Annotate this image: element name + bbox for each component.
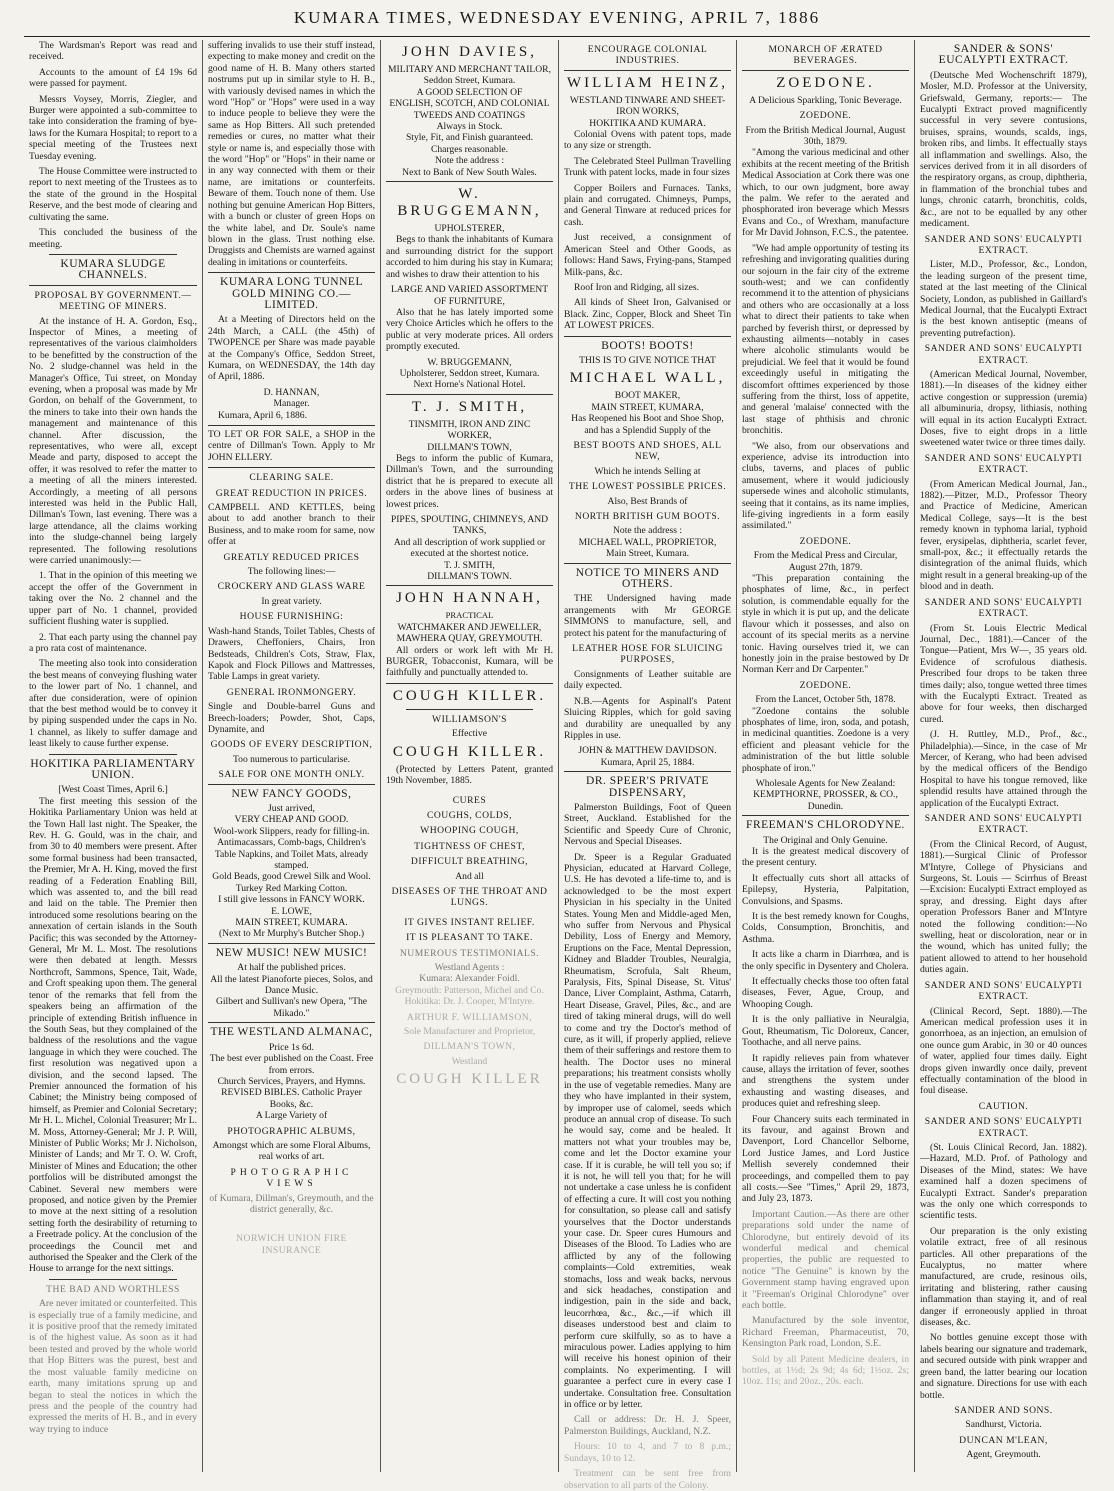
- ad-heading: GREAT REDUCTION IN PRICES.: [215, 487, 368, 499]
- ad-line: Effective: [452, 728, 487, 740]
- address: MAIN STREET, KUMARA,: [591, 401, 704, 413]
- ad-heading: SANDER AND SONS' EUCALYPTI EXTRACT.: [924, 1116, 1083, 1139]
- ad-heading: GREATLY REDUCED PRICES: [223, 551, 360, 563]
- divider: [208, 1022, 375, 1023]
- divider: [742, 815, 909, 816]
- ad-line: Always in Stock.: [436, 121, 503, 133]
- ad-heading: IT GIVES INSTANT RELIEF.: [404, 916, 535, 928]
- ad-heading: THE LOWEST POSSIBLE PRICES.: [568, 481, 727, 493]
- ad-line: Too numerous to particularise.: [232, 753, 351, 765]
- paragraph: The meeting also took into consideration the best means of conveying flushing water to the lower part of No. 1 channel, and after due consideration, were of opinion that the best method would be to convey it by piping suspended under the caps in No. 1 channel, as likely to suffer damage and least likely to cause further expense.: [29, 658, 197, 750]
- paragraph: Accounts to the amount of £4 19s 6d were passed for payment.: [29, 66, 197, 90]
- ad-heading: MICHAEL WALL,: [569, 370, 726, 387]
- paragraph: At a Meeting of Directors held on the 24th March, a CALL (the 45th) of TWOPENCE per Share was made payable at the Company's Office, Seddon Street, Kumara, on WEDNESDAY, the 14th day of April, 1886.: [208, 314, 375, 383]
- paragraph: "Zoedone contains the soluble phosphates of lime, iron, soda, and potash, in medicinal quantities. Zoedone is a very efficient and pleasant vehicle for the administration of the but little soluble phosphate of iron.": [742, 705, 909, 774]
- ad-heading: ZOEDONE.: [799, 110, 852, 122]
- article-heading: THE BAD AND WORTHLESS: [46, 1283, 180, 1295]
- article-subheading: PROPOSAL BY GOVERNMENT.— MEETING OF MINERS.: [34, 289, 192, 313]
- ad-line: Wholesale Agents for New Zealand:: [755, 777, 896, 789]
- paragraph: It effectually cuts short all attacks of Epilepsy, Hysteria, Palpitation, Convulsions, and Spasms.: [742, 872, 909, 907]
- divider: [386, 181, 553, 182]
- divider: [742, 70, 909, 71]
- ad-heading: SANDER AND SONS' EUCALYPTI EXTRACT.: [924, 343, 1083, 366]
- ad-title: W. BRUGGEMANN,: [397, 186, 542, 220]
- ad-heading: PHOTOGRAPHIC ALBUMS,: [227, 1125, 356, 1137]
- paragraph: Sold by all Patent Medicine dealers, in bottles, at 1½d; 2s 9d; 4s 6d; 1½oz. 2s; 10oz. 11s; and 20oz., 20s. each.: [742, 1353, 909, 1388]
- ad-heading: ARTHUR F. WILLIAMSON,: [406, 1011, 533, 1023]
- paragraph: It acts like a charm in Diarrhœa, and is the only specific in Dysentery and Cholera.: [742, 949, 909, 972]
- ad-heading: ZOEDONE.: [799, 679, 852, 691]
- paragraph: It is the only palliative in Neuralgia, Gout, Rheumatism, Tic Doloreux, Cancer, Toothache, and all nerve pains.: [742, 1014, 909, 1049]
- ad-heading: COUGH KILLER: [396, 1071, 543, 1088]
- signature: JOHN & MATTHEW DAVIDSON.: [578, 745, 717, 757]
- paragraph: Wash-hand Stands, Toilet Tables, Chests of Drawers, Cheffoniers, Chairs, Iron Bedsteads, Children's Cots, Straw, Flax, Kapok and Flock Pillows and Mattresses, Table Lamps in great variety.: [208, 625, 375, 683]
- ad-line: Gold Beads, good Crewel Silk and Wool. Turkey Red Marking Cotton.: [212, 871, 371, 894]
- paragraph: 1. That in the opinion of this meeting we accept the offer of the Government in taking over the No. 2 channel and the upper part of No. 1 channel, provided sufficient flushing water is supplied.: [29, 570, 197, 628]
- paragraph: Begs to inform the public of Kumara, Dillman's Town, and the surrounding district that he is prepared to execute all orders in the above lines of business at lowest prices.: [386, 452, 553, 510]
- ad-title: JOHN HANNAH,: [396, 590, 543, 607]
- ad-line: At half the published prices.: [237, 962, 346, 974]
- paragraph: It effectually checks those too often fatal diseases, Fever, Ague, Croup, and Whooping Cough.: [742, 976, 909, 1010]
- divider: [386, 683, 553, 684]
- paragraph: (American Medical Journal, November, 1881).—In diseases of the kidney either active congestion or suppression (uremia) all albuminuria, dropsy, lithiasis, nothing will equal in its action Eucalypti Extract. Doses, five to eight drops in a little sweetened water twice or three times daily.: [920, 368, 1087, 449]
- masthead-title: KUMARA TIMES, WEDNESDAY EVENING, APRIL 7, 1886: [293, 8, 821, 27]
- ad-line: UPHOLSTERER,: [434, 223, 505, 235]
- ad-line: Sole Manufacturer and Proprietor,: [403, 1026, 536, 1037]
- ad-line: Price 1s 6d.: [268, 1041, 315, 1053]
- paragraph: All orders or work left with Mr H. BURGER, Tobacconist, Kumara, will be faithfully and punctually attended to.: [386, 644, 553, 679]
- ad-line: From the British Medical Journal, August 30th, 1879.: [745, 124, 906, 148]
- ad-title: WILLIAM HEINZ,: [566, 74, 729, 91]
- ad-line: A Delicious Sparkling, Tonic Beverage.: [749, 94, 902, 106]
- page-columns: [24, 40, 1092, 1491]
- paragraph: All kinds of Sheet Iron, Galvanised or Black. Zinc, Copper, Block and Sheet Tin AT LOWEST PRICES.: [564, 297, 731, 332]
- ad-heading: PHOTOGRAPHIC VIEWS: [230, 1166, 353, 1190]
- address: HOKITIKA AND KUMARA.: [589, 117, 706, 129]
- divider: [564, 563, 731, 564]
- paragraph: No bottles genuine except those with labels bearing our signature and trademark, and secured outside with pink wrapper and green band, the latter bearing our location and signature. Directions for use with each bottle.: [920, 1332, 1087, 1401]
- ad-title: NEW MUSIC! NEW MUSIC!: [215, 946, 368, 959]
- ad-heading: COUGH KILLER.: [392, 743, 547, 760]
- ad-line: Amongst which are some Floral Albums, real works of art.: [212, 1139, 371, 1163]
- paragraph: Single and Double-barrel Guns and Breech-loaders; Powder, Shot, Caps, Dynamite, and: [208, 701, 375, 735]
- paragraph: Important Caution.—As there are other preparations sold under the name of Chlorodyne, but entirely devoid of its wonderful medical and chemical properties, the public are requested to notice "The Genuine" is known by the Government stamp having engraved upon it "Freeman's Original Chlorodyne" over each bottle.: [742, 1208, 909, 1312]
- divider: [564, 771, 731, 772]
- ad-title: BOOTS! BOOTS!: [601, 339, 694, 352]
- divider: [564, 70, 731, 71]
- address: DILLMAN'S TOWN.: [427, 571, 512, 583]
- ad-heading: NUMEROUS TESTIMONIALS.: [399, 947, 540, 959]
- ad-heading: DISEASES OF THE THROAT AND LUNGS.: [391, 885, 548, 909]
- ad-title: T. J. SMITH,: [411, 398, 528, 415]
- address: MAIN STREET, KUMARA.: [235, 917, 348, 929]
- ad-line: The Original and Only Genuine.: [763, 834, 888, 846]
- divider: [208, 425, 375, 426]
- paragraph: Just received, a consignment of American Steel and Other Goods, as follows: Hand Saws, Frying-pans, Stamped Milk-pans, &c.: [564, 232, 731, 278]
- ad-heading: LEATHER HOSE FOR SLUICING PURPOSES,: [572, 643, 723, 666]
- ad-title: COUGH KILLER.: [392, 687, 547, 704]
- ad-line: Westland Agents :: [434, 961, 505, 973]
- paragraph: (From American Medical Journal, Jan., 1882).—Pitzer, M.D., Professor Theory and Practice of Medicine, American Medical College, says—It is the best remedy known in typhoma larial, typhoid fever, erysipelas, diphtheria, scarlet fever, small-pox, &c.; it effectually retards the disintegration of the animal fluids, which might result in a general breaking-up of the blood and in death.: [920, 478, 1087, 593]
- ad-line: WILLIAMSON'S: [432, 713, 507, 725]
- ad-line: LARGE AND VARIED ASSORTMENT OF FURNITURE,: [390, 284, 549, 307]
- ad-line: Has Reopened his Boot and Shoe Shop, and has a Splendid Supply of the: [571, 413, 724, 436]
- signature: KEMPTHORNE, PROSSER, & CO., Dunedin.: [753, 789, 898, 812]
- ad-line: VERY CHEAP AND GOOD.: [234, 814, 349, 826]
- address: Main Street, Kumara.: [605, 548, 690, 560]
- paragraph: "We also, from our observations and experience, advise its introduction into clubs, taverns, and places of public amusement, where it would judiciously supersede wines and alcoholic stimulants, seeing that it contains, as its name implies, life-giving ingredients in a form easily assimilated.": [742, 440, 909, 532]
- signature: W. BRUGGEMANN,: [427, 356, 512, 368]
- paragraph: This concluded the business of the meeting.: [29, 227, 197, 250]
- ad-heading: NORTH BRITISH GUM BOOTS.: [574, 511, 721, 522]
- divider: [386, 394, 553, 395]
- address: Upholsterer, Seddon street, Kumara.: [399, 367, 540, 379]
- address: Next to Bank of New South Wales.: [402, 166, 537, 178]
- ad-line: Charges reasonable.: [430, 143, 509, 155]
- paragraph: The Celebrated Steel Pullman Travelling Trunk with patent locks, made in four sizes: [564, 155, 731, 179]
- divider: [208, 943, 375, 944]
- paragraph: TO LET OR FOR SALE, a SHOP in the centre of Dillman's Town. Apply to Mr JOHN ELLERY.: [208, 429, 375, 463]
- address: Next Horne's National Hotel.: [413, 379, 526, 391]
- paragraph: suffering invalids to use their stuff instead, expecting to make money and credit on the good name of H. B. Many others started nostrums put up in similar style to H. B., with variously devised names in which the word "Hop" or "Hops" were used in a way to induce people to believe they were the same as Hop Bitters. All such pretended remedies or cures, no matter what their style or name is, and especially those with the word "Hop" or "Hops" in their name or in any way connected with them or their name, are imitations or counterfeits. Beware of them. Touch none of them. Use nothing but genuine American Hop Bitters, with a bunch or cluster of green Hops on the white label, and Dr. Soule's name blown in the glass. Trust nothing else. Druggists and Chemists are warned against dealing in imitations or counterfeits.: [208, 40, 375, 268]
- paragraph: Consignments of Leather suitable are daily expected.: [564, 668, 731, 692]
- column-3: [380, 40, 558, 1472]
- paragraph: Dr. Speer is a Regular Graduated Physician, educated at Harvard College, U.S. He has devoted a life-time to, and is acknowledged to be the most expert Physician in his specialty in the United States. Young Men and Middle-aged Men, who suffer from Nervous and Physical Debility, Loss of Energy and Memory, Eruptions on the Face, Mental Depression, Kidney and Bladder Troubles, Neuralgia, Rheumatism, Scrofula, Salt Rheum, Paralysis, Fits, Spinal Disease, St. Vitus' Dance, Liver Complaint, Asthma, Catarrh, Heart Disease, Gravel, Piles, &c., and are tired of taking mineral drugs, will do well to come and try the Doctor's method of cure, as it will, if properly applied, relieve them of their sufferings and restore them to health. The Doctor uses no mineral preparations; his treatment consists wholly in the use of vegetable remedies. Many are they who have implanted in their system, by improper use of calomel, seeds which produce an annual crop of disease. To such he would say, come and be healed. It matters not what your troubles may be, come and let the Doctor examine your case. If it is curable, he will tell you so; if it is not, he will tell you that; for he will not undertake a case unless he is confident of effecting a cure. It will cost you nothing for consultation, so please call and satisfy yourselves that the Doctor understands your case. Dr. Speer cures Humours and Diseases of the Blood. To Ladies who are afflicted by any of the following complaints—Cold extremities, weak stomachs, loss and weak backs, nervous and sick headaches, constipation and indigestion, pain in the side and back, leucorrhœa, &c., &c.,—if which ill diseases understood best and claim to perform cure skilfully, so as to have a miraculous power. Ladies applying to him will receive his honest opinion of their complaints. No experimenting. I will guarantee a perfect cure in every case I undertake. Consultation free. Consultation in office or by letter.: [564, 851, 731, 1411]
- ad-title: DR. SPEER'S PRIVATE DISPENSARY,: [586, 775, 709, 799]
- ad-line: WATCHMAKER AND JEWELLER,: [397, 621, 542, 633]
- paragraph: Messrs Voysey, Morris, Ziegler, and Burger were appointed a sub-committee to take into consideration the framing of bye-laws for the Kumara Hospital; to report to a special meeting of the Trustees next Tuesday evening.: [29, 93, 197, 162]
- ad-line: A Large Variety of: [255, 1110, 328, 1122]
- ad-line: Gilbert and Sullivan's new Opera, "The Mikado.": [215, 996, 368, 1019]
- ad-line: A GOOD SELECTION OF: [416, 86, 523, 98]
- paragraph: Also that he has lately imported some very Choice Articles which he offers to the public at very moderate prices. All orders promptly executed.: [386, 306, 553, 353]
- header-rule: [24, 36, 1090, 37]
- ad-line: Also, Best Brands of: [607, 495, 688, 507]
- paragraph: (Deutsche Med Wochenschrift 1879), Mosler, M.D. Professor at the University, Griefswald, Germany, reports:— The Eucalypti Extract proved magnificently successful in very severe contusions, bruises, sprains, wounds, scalds, ings, broken ribs, and limbs. It effectually stays all inflammation and swellings. Also, the services derived from it in all disorders of the respiratory organs, as croup, diphtheria, in flammation of the bronchial tubes and lungs, chronic catarrh, bronchitis, colds, &c., are not to be equalled by any other medicament.: [920, 69, 1087, 230]
- paragraph: Our preparation is the only existing volatile extract, free of all resinous particles. All other preparations of the Eucalyptus, no matter where manufactured, are crude, resinous oils, irritating and blistering, rather causing inflammation than staying it, and of real danger if erroneously applied in throat diseases, &c.: [920, 1225, 1087, 1329]
- ad-line: of Kumara, Dillman's, Greymouth, and the district generally, &c.: [209, 1192, 374, 1215]
- ad-title: THE WESTLAND ALMANAC,: [210, 1026, 373, 1039]
- divider: [49, 754, 177, 755]
- paragraph: It is the best remedy known for Coughs, Colds, Consumption, Bronchitis, and Asthma.: [742, 911, 909, 945]
- paragraph: The Wardsman's Report was read and received.: [29, 40, 197, 63]
- paragraph: (Clinical Record, Sept. 1880).—The American medical profession uses it in gonorrhoea, as an injection, an emulsion of one ounce gum Arabic, in 30 or 40 ounces of water, applied four times daily. Eight drops given inwardly once daily, prevent effectually contamination of the blood in foul disease.: [920, 1005, 1087, 1097]
- ad-line: Wool-work Slippers, ready for filling-in.: [213, 825, 370, 837]
- ad-heading: WHOOPING COUGH,: [420, 825, 519, 837]
- divider: [49, 1279, 177, 1280]
- paragraph: Hours: 10 to 4, and 7 to 8 p.m.; Sundays, 10 to 12.: [564, 1441, 731, 1464]
- ad-heading: SALE FOR ONE MONTH ONLY.: [218, 769, 365, 781]
- ad-title: KUMARA LONG TUNNEL GOLD MINING CO.—LIMITED.: [220, 276, 363, 311]
- ad-line: And all description of work supplied or executed at the shortest notice.: [393, 536, 546, 560]
- ad-line: Note the address :: [612, 525, 682, 537]
- ad-line: Which he intends Selling at: [594, 465, 701, 477]
- ad-heading: ENCOURAGE COLONIAL INDUSTRIES.: [587, 44, 708, 67]
- ad-line: From the Medical Press and Circular, August 27th, 1879.: [753, 550, 898, 573]
- ad-line: MILITARY AND MERCHANT TAILOR,: [388, 64, 551, 75]
- paragraph: It rapidly relieves pain from whatever cause, allays the irritation of fever, soothes and strengthens the system under exhausting and wasting diseases, and produces quiet and refreshing sleep.: [742, 1052, 909, 1110]
- ad-heading: SANDER AND SONS' EUCALYPTI EXTRACT.: [924, 813, 1083, 836]
- ad-title: NEW FANCY GOODS,: [231, 787, 352, 800]
- paragraph: Are never imitated or counterfeited. This is especially true of a family medicine, and it is positive proof that the remedy imitated is of the highest value. As soon as it had been tested and proved by the whole world that Hop Bitters was the purest, best and the most valuable family medicine on earth, many imitations sprung up and began to steal the notices in which the press and the people of the country had expressed the merits of H. B., and in every way trying to induce: [29, 1298, 197, 1435]
- ad-line: PIPES, SPOUTING, CHIMNEYS, AND TANKS,: [390, 514, 549, 537]
- ad-line: The following lines:—: [247, 566, 336, 578]
- signature-role: Manager.: [273, 398, 310, 410]
- paragraph: (From St. Louis Electric Medical Journal, Dec., 1881).—Cancer of the Tongue—Patient, Mrs W—, 35 years old. Evidence of scrofulous diathesis. Prescribed four drops to be taken three times daily; also, tongue wetted three times with the Eucalypti Extract. Treated as above for four weeks, then discharged cured.: [920, 622, 1087, 725]
- ad-line: Just arrived,: [268, 802, 315, 814]
- dateline: Kumara, April 6, 1886.: [218, 409, 307, 421]
- paragraph: 2. That each party using the channel pay a pro rata cost of maintenance.: [29, 631, 197, 654]
- ad-heading: DIFFICULT BREATHING,: [410, 856, 529, 868]
- paragraph: Roof Iron and Ridging, all sizes.: [574, 281, 699, 293]
- ad-heading: SANDER AND SONS' EUCALYPTI EXTRACT.: [924, 452, 1083, 476]
- ad-title: JOHN DAVIES,: [402, 44, 537, 60]
- column-4: [558, 40, 736, 1491]
- paragraph: It is the greatest medical discovery of the present century.: [742, 846, 909, 869]
- paragraph: (From the Clinical Record, of August, 1881).—Surgical Clinic of Professor M'Intyre, College of Physicians and Surgeons, St. Louis — Scirrhus of Breast—Excision: Eucalypti Extract employed as spray, and dressing. Eight days after operation Professors Baner and M'Intyre noted the following condition:—No swelling, heat or discoloration, near or in the wound, which has united fully; the patient allowed to attend to her household duties again.: [920, 838, 1087, 976]
- address: DILLMAN'S TOWN,: [427, 441, 512, 453]
- agent-location: Agent, Greymouth.: [966, 1449, 1041, 1461]
- address: Seddon Street, Kumara.: [423, 75, 516, 87]
- ad-heading: ZOEDONE.: [799, 535, 852, 547]
- ad-line: WESTLAND TINWARE AND SHEET-IRON WORKS,: [569, 94, 726, 118]
- paragraph: Call or address: Dr. H. J. Speer, Palmerston Buildings, Auckland, N.Z.: [564, 1414, 731, 1437]
- ad-line: Antimacassars, Comb-bags, Children's Table Napkins, and Toilet Mats, already stamped.: [214, 837, 369, 871]
- ad-line: And all: [455, 870, 484, 882]
- ad-heading: SANDER AND SONS' EUCALYPTI EXTRACT.: [924, 979, 1083, 1003]
- ad-line: Hokitika: Dr. J. Cooper, M'Intyre.: [404, 996, 535, 1008]
- ad-line: I still give lessons in FANCY WORK.: [218, 894, 365, 906]
- ad-title: SANDER & SONS' EUCALYPTI EXTRACT.: [938, 43, 1069, 67]
- divider: [29, 285, 197, 286]
- source-note: [West Coast Times, April 6.]: [58, 784, 168, 796]
- ad-heading: SANDER AND SONS' EUCALYPTI EXTRACT.: [924, 596, 1083, 620]
- ad-heading: BEST BOOTS AND SHOES, ALL NEW,: [573, 439, 722, 463]
- paragraph: Copper Boilers and Furnaces. Tanks, plain and corrugated. Chimneys, Pumps, and General Tinware at reduced prices for cash.: [564, 182, 731, 228]
- ad-line: BOOT MAKER,: [614, 390, 681, 402]
- divider: [406, 709, 533, 710]
- ad-title: NOTICE TO MINERS AND OTHERS.: [575, 566, 720, 591]
- divider: [564, 336, 731, 337]
- address: MAWHERA QUAY, GREYMOUTH.: [396, 633, 543, 645]
- ad-heading: DILLMAN'S TOWN,: [423, 1041, 516, 1053]
- ad-heading: GOODS OF EVERY DESCRIPTION,: [210, 739, 373, 751]
- ad-line: Kumara: Alexander Foidl.: [419, 973, 520, 985]
- paragraph: (J. H. Ruttley, M.D., Prof., &c., Philadelphia).—Since, in the case of Mr Mercer, of Kerang, who had been advised by the medical officers of the Bendigo Hospital to have his tongue removed, like splendid results have attained through the application of the Eucalypti Extract.: [920, 729, 1087, 809]
- paragraph: THE Undersigned having made arrangements with Mr GEORGE SIMMONS to manufacture, sell, and protect his patent for the manufacturing of: [564, 593, 731, 639]
- ad-heading: IT IS PLEASANT TO TAKE.: [406, 932, 533, 944]
- ad-heading: CURES: [452, 794, 487, 806]
- paragraph: "Among the various medicinal and other exhibits at the recent meeting of the British Medical Association at Cork there was one which, to our own judgment, bore away the palm. We refer to the aerated and phosphorated iron beverage which Messrs Evans and Co., of Wrexham, manufacture for Mr David Johnson, F.C.S., the patentee.: [742, 147, 909, 239]
- divider: [208, 784, 375, 785]
- signature: MICHAEL WALL, PROPRIETOR,: [578, 536, 717, 548]
- ad-title: FREEMAN'S CHLORODYNE.: [746, 819, 905, 832]
- ad-line: Greymouth: Patterson, Michel and Co.: [395, 984, 544, 996]
- agent-name: DUNCAN M'LEAN,: [959, 1434, 1048, 1446]
- ad-line: TINSMITH, IRON AND ZINC WORKER,: [408, 418, 531, 442]
- paragraph: At the instance of H. A. Gordon, Esq., Inspector of Mines, a meeting of representatives of the various claimholders to be benefitted by the construction of the No. 2 sludge-channel was held in the Manager's Office, Tui street, on Monday evening, when a proposal was made by Mr Gordon, on behalf of the Government, to the miners to take into their own hands the management and maintenance of this channel. After discussion, the representatives, who were all, except Meade and party, disposed to accept the offer, it was resolved to refer the matter to a meeting of all the miners interested. Accordingly, a meeting of all persons interested was held in the Public Hall, Dillman's Town, last evening. There was a large attendance, all the claims working into the sludge-channel being largely represented. The following resolutions were carried unanimously:—: [29, 315, 197, 567]
- ad-heading: HOUSE FURNISHING:: [239, 611, 344, 623]
- ad-heading: GENERAL IRONMONGERY.: [226, 686, 357, 698]
- paragraph: CAMPBELL AND KETTLES, being about to add another branch to their Business, and to make room for same, now offer at: [208, 502, 375, 548]
- address: Sandhurst, Victoria.: [965, 1419, 1042, 1431]
- article-heading: HOKITIKA PARLIAMENTARY UNION.: [30, 757, 196, 781]
- paragraph: Lister, M.D., Professor, &c., London, the leading surgeon of the present time, stated at the last meeting of the Clinical Society, London, as published in Gaillard's Medical Journal, that the Eucalypti Extract is the best known antiseptic (means of preventing putrefaction).: [920, 259, 1087, 339]
- ad-title: ZOEDONE.: [776, 74, 875, 91]
- paragraph: (Protected by Letters Patent, granted 19th November, 1885.: [386, 763, 553, 787]
- ad-line: Church Services, Prayers, and Hymns. REVISED BIBLES. Catholic Prayer Books, &c.: [217, 1075, 366, 1110]
- signature: E. LOWE,: [271, 905, 312, 917]
- paragraph: Treatment can be sent free from observation to all parts of the Colony.: [564, 1468, 731, 1491]
- divider: [386, 585, 553, 586]
- ad-line: All the latest Pianoforte pieces, Solos, and Dance Music.: [210, 973, 373, 997]
- column-6: [914, 40, 1092, 1472]
- ad-line: From the Lancet, October 5th, 1878.: [755, 694, 896, 706]
- ad-heading: TIGHTNESS OF CHEST,: [414, 840, 525, 852]
- ad-heading: NORWICH UNION FIRE INSURANCE: [236, 1233, 347, 1256]
- ad-line: Note the address :: [434, 155, 504, 167]
- paragraph: "This preparation containing the phosphates of lime, &c., in perfect solution, is commendable equally for the style in which it is put up, and the delicate flavour which it possesses, and also on account of its special merits as a nervine tonic. Having ourselves tried it, we can honestly join in the praise bestowed by Dr Norman Kerr and Dr Carpenter.": [742, 573, 909, 676]
- ad-heading: CROCKERY AND GLASS WARE: [217, 581, 366, 593]
- ad-line: The best ever published on the Coast. Free from errors.: [209, 1053, 374, 1076]
- paragraph: Manufactured by the sole inventor, Richard Freeman, Pharmaceutist, 70, Kensington Park road, London, S.E.: [742, 1315, 909, 1350]
- paragraph: Palmerston Buildings, Foot of Queen Street, Auckland. Established for the Scientific and Speedy Cure of Chronic, Nervous and Special Diseases.: [564, 801, 731, 848]
- dateline: Kumara, April 25, 1884.: [600, 756, 695, 768]
- paragraph: The House Committee were instructed to report to next meeting of the Trustees as to the state of the ground in the Hospital Reserve, and the best mode of clearing and cultivating the same.: [29, 166, 197, 223]
- ad-title: CLEARING SALE.: [249, 472, 334, 484]
- column-5: [736, 40, 914, 1472]
- divider: [208, 467, 375, 468]
- divider: [208, 272, 375, 273]
- paragraph: N.B.—Agents for Aspinall's Patent Sluicing Ripples, which for gold saving and durability are unequalled by any Ripples in use.: [564, 695, 731, 741]
- article-heading: KUMARA SLUDGE CHANNELS.: [60, 257, 166, 282]
- ad-line: Westland: [451, 1055, 488, 1067]
- ad-heading: COUGHS, COLDS,: [426, 809, 513, 821]
- paragraph: Colonial Ovens with patent tops, made to any size or strength.: [564, 129, 731, 152]
- divider: [49, 254, 177, 255]
- ad-heading: CAUTION.: [978, 1100, 1029, 1112]
- ad-heading: SANDER AND SONS' EUCALYPTI EXTRACT.: [924, 233, 1083, 256]
- paragraph: (St. Louis Clinical Record, Jan. 1882).—Hazard, M.D. Prof. of Pathology and Diseases of the Mind, states: We have examined half a dozen specimens of Eucalypti Extract. Sander's preparation was the only one which corresponds to scientific tests.: [920, 1141, 1087, 1222]
- ad-line: In great variety.: [261, 595, 322, 607]
- paragraph: Begs to thank the inhabitants of Kumara and surrounding district for the support accorded to him during his stay in Kumara; and wishes to draw their attention to his: [386, 234, 553, 280]
- ad-line: PRACTICAL: [445, 610, 494, 621]
- paragraph: "We had ample opportunity of testing its refreshing and invigorating qualities during our sojourn in the fair city of the extreme south-west; and we can confidently recommend it to the attention of physicians and others who are occasionally at a loss what to direct their patients to take when parched by feverish thirst, or depressed by exhausting ailments—notably in cases where alcoholic stimulants would be prejudicial. We feel that it would be found exceedingly useful in mitigating the discomfort ofttimes experienced by those suffering from the thirst, loss of appetite, and general 'malaise' connected with the last stage of phthisis and chronic bronchitis.: [742, 242, 909, 437]
- ad-line: ENGLISH, SCOTCH, AND COLONIAL TWEEDS AND COATINGS: [389, 98, 550, 121]
- signature: T. J. SMITH,: [444, 559, 495, 571]
- ad-line: THIS IS TO GIVE NOTICE THAT: [579, 354, 716, 366]
- signature: D. HANNAN,: [263, 386, 320, 398]
- paragraph: Four Chancery suits each terminated in its favour, and against Brown and Davenport, Lord Chancellor Selborne, Lord Justice James, and Lord Justice Mellish severely condemned their proceedings, and compelled them to pay all costs.—See "Times," April 29, 1873, and July 23, 1873.: [742, 1113, 909, 1205]
- column-2: [202, 40, 380, 1472]
- signature: SANDER AND SONS.: [954, 1404, 1053, 1416]
- column-1: [24, 40, 202, 1472]
- ad-line: Style, Fit, and Finish guaranteed.: [405, 132, 534, 144]
- ad-line: (Next to Mr Murphy's Butcher Shop.): [218, 928, 365, 940]
- paragraph: The first meeting this session of the Hokitika Parliamentary Union was held at the Town Hall last night. The Speaker, the Rev. H. G. Gould, was in the chair, and from 30 to 40 members were present. After some formal business had been transacted, the Premier, Mr A. H. King, moved the first reading of a Federation Enabling Bill, which was assented to, and the bill read and laid on the table. The Premier then introduced some resolutions bearing on the annexation of certain islands in the South Pacific; this was seconded by the Attorney-General, Mr M. L. Most. The resolutions were then debated at length. Messrs Northcroft, Sammons, Spence, Tait, Wade, and Croft speaking upon them. The general tenor of the remarks that fell from the speakers being an affirmation of the principle of extending British influence in the South Seas, but they complained of the baldness of the resolutions and the vague language in which they were couched. The first resolution was negatived upon a division, and the second lapsed. The Premier announced the formation of his Cabinet; the Ministry being composed of himself, as Premier and Colonial Secretary; Mr H. L. Michel, Colonial Treasurer; Mr L. M. Moss, Attorney-General; Mr J. P. Will, Minister of Public Works; Mr J. Nicholson, Minister of Lands; and Mr T. O. W. Croft, Minister of Mines and Education; the other portfolios will be distributed amongst the Cabinet. Several new members were proposed, and notice given by the Premier to move at the next sitting of a resolution setting forth the desirability of returning to a Freetrade policy. At the conclusion of the proceedings the Council met and authorised the Speaker and the Clerk of the House to arrange for the next sittings.: [29, 795, 198, 1275]
- ad-heading: MONARCH OF ÆRATED BEVERAGES.: [768, 44, 883, 67]
